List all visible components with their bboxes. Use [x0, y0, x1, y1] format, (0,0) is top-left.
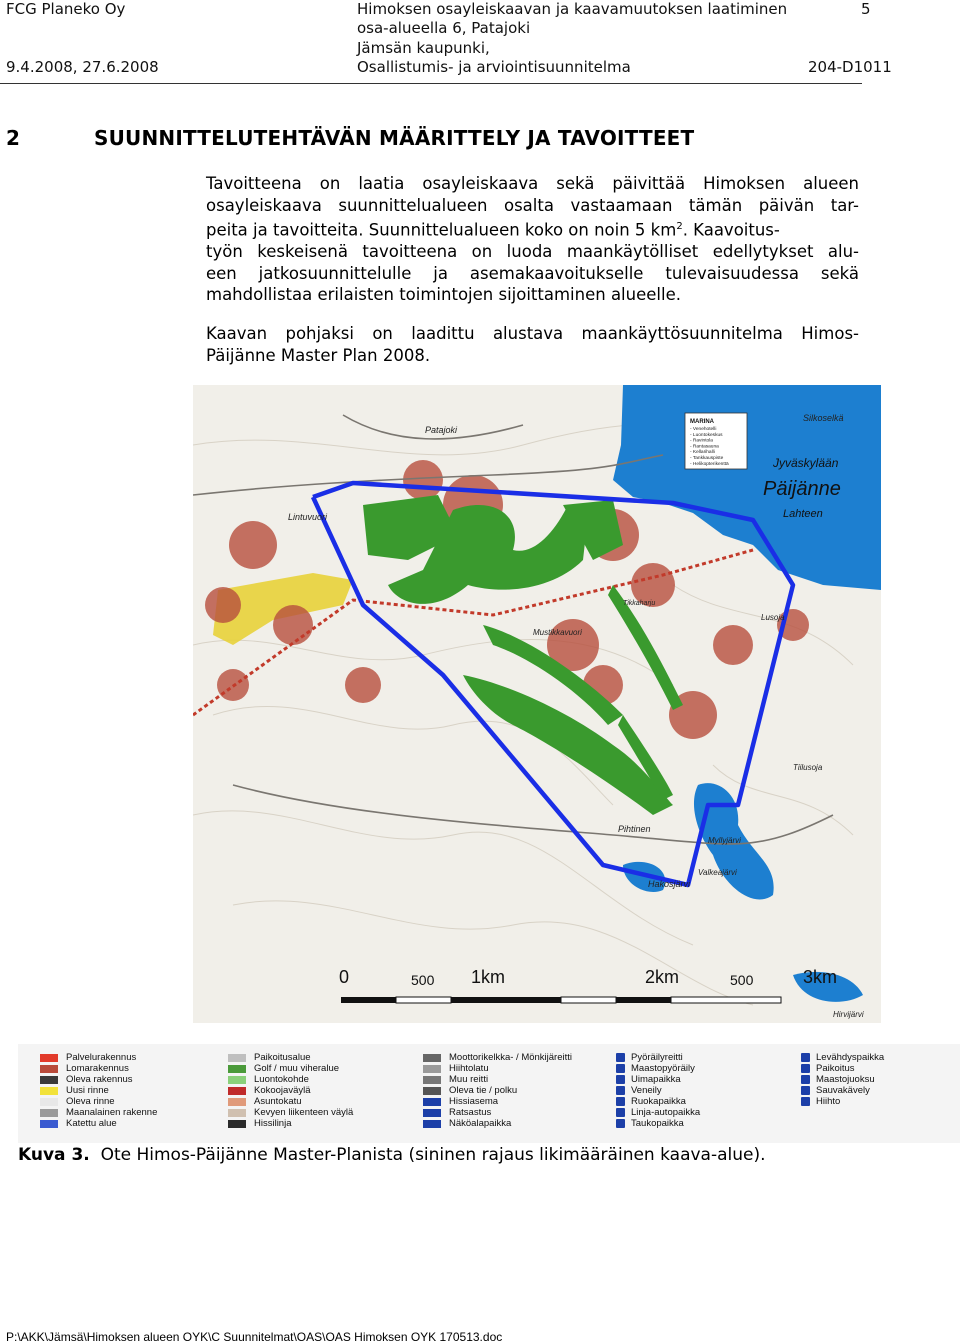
legend-symbol-icon — [801, 1053, 810, 1062]
legend-item — [40, 1063, 157, 1074]
legend-label: Paikoitusalue — [254, 1052, 311, 1063]
master-plan-map — [193, 385, 881, 1023]
legend-label: Oleva tie / polku — [449, 1085, 518, 1096]
header-rule — [0, 83, 862, 84]
marina-item: - Rantasauna — [690, 444, 719, 450]
legend-item — [616, 1063, 700, 1074]
scale-0: 0 — [339, 967, 350, 987]
map-legend — [18, 1044, 960, 1143]
legend-item — [40, 1118, 157, 1129]
legend-symbol-icon — [616, 1086, 625, 1095]
text-segment: peita ja tavoitteita. Suunnittelualueen koko on noin 5 km — [206, 220, 677, 240]
marina-item: - Venehotelli — [690, 427, 717, 432]
legend-col4 — [616, 1052, 700, 1129]
legend-symbol-icon — [616, 1053, 625, 1062]
header-title-line1: Himoksen osayleiskaavan ja kaavamuutoksen laatiminen — [357, 0, 788, 18]
legend-swatch — [40, 1065, 58, 1073]
legend-symbol-icon — [801, 1064, 810, 1073]
legend-label: Paikoitus — [816, 1063, 855, 1074]
legend-swatch — [40, 1054, 58, 1062]
legend-label: Oleva rinne — [66, 1096, 115, 1107]
legend-symbol-icon — [616, 1108, 625, 1117]
marina-title: MARINA — [690, 419, 714, 425]
legend-item — [423, 1063, 572, 1074]
legend-label: Palvelurakennus — [66, 1052, 137, 1063]
caption-text: Ote Himos-Päijänne Master-Planista (sininen rajaus likimääräinen kaava-alue). — [100, 1145, 766, 1165]
marina-item: - Kellarihalli — [690, 450, 715, 456]
legend-item — [40, 1052, 157, 1063]
label-jyvaskylaan: Jyväskylään — [773, 456, 839, 470]
legend-item — [228, 1118, 353, 1129]
paragraph-objectives — [206, 173, 859, 306]
legend-swatch — [228, 1120, 246, 1128]
legend-swatch — [423, 1120, 441, 1128]
legend-symbol-icon — [616, 1075, 625, 1084]
legend-item — [40, 1085, 157, 1096]
legend-swatch — [40, 1076, 58, 1084]
legend-label: Maastopyöräily — [631, 1063, 695, 1074]
label-tikkaharju: Tikkaharju — [623, 600, 656, 607]
label-pihtinen: Pihtinen — [618, 824, 651, 834]
legend-item — [616, 1118, 700, 1129]
text-line — [206, 216, 859, 241]
legend-label: Levähdyspaikka — [816, 1052, 885, 1063]
label-silkoselka: Silkoselkä — [803, 413, 844, 423]
legend-swatch — [228, 1065, 246, 1073]
legend-item — [228, 1085, 353, 1096]
text-line: työn keskeisenä tavoitteena on luoda maankäytölliset edellytykset alu- — [206, 242, 859, 261]
legend-col5 — [801, 1052, 884, 1107]
legend-item — [40, 1107, 157, 1118]
scale-3km: 3km — [803, 967, 838, 987]
legend-swatch — [423, 1109, 441, 1117]
text-segment: . Kaavoitus- — [682, 220, 780, 240]
label-hirvijarvi: Hirvijärvi — [833, 1010, 864, 1019]
header-title-line2: osa-alueella 6, Patajoki — [357, 19, 531, 37]
legend-swatch — [228, 1054, 246, 1062]
legend-label: Lomarakennus — [66, 1063, 129, 1074]
legend-item — [801, 1052, 884, 1063]
legend-item — [423, 1118, 572, 1129]
marina-box — [685, 413, 747, 469]
legend-label: Golf / muu viheralue — [254, 1063, 340, 1074]
legend-item — [423, 1074, 572, 1085]
legend-item — [40, 1074, 157, 1085]
legend-symbol-icon — [801, 1097, 810, 1106]
legend-item — [228, 1107, 353, 1118]
legend-swatch — [228, 1109, 246, 1117]
legend-label: Kokoojaväylä — [254, 1085, 311, 1096]
legend-label: Luontokohde — [254, 1074, 309, 1085]
legend-item — [423, 1107, 572, 1118]
legend-swatch — [40, 1087, 58, 1095]
scale-500b: 500 — [730, 972, 754, 988]
legend-label: Sauvakävely — [816, 1085, 870, 1096]
legend-label: Oleva rakennus — [66, 1074, 133, 1085]
footer-file-path: P:\AKK\Jämsä\Himoksen alueen OYK\C Suunnitelmat\OAS\OAS Himoksen OYK 170513.doc — [6, 1330, 503, 1344]
text-line: een jatkosuunnittelulle ja asemakaavoitukselle tulevaisuudessa sekä — [206, 263, 859, 283]
text-line: Kaavan pohjaksi on laadittu alustava maankäyttösuunnitelma Himos- — [206, 324, 859, 343]
legend-item — [228, 1063, 353, 1074]
legend-item — [801, 1096, 884, 1107]
label-lahteen: Lahteen — [783, 508, 823, 520]
legend-item — [616, 1052, 700, 1063]
legend-item — [801, 1063, 884, 1074]
legend-label: Veneily — [631, 1085, 662, 1096]
header-company: FCG Planeko Oy — [6, 0, 126, 18]
legend-symbol-icon — [616, 1064, 625, 1073]
legend-swatch — [40, 1098, 58, 1106]
legend-label: Linja-autopaikka — [631, 1107, 701, 1118]
header-dates: 9.4.2008, 27.6.2008 — [6, 58, 159, 76]
legend-item — [40, 1096, 157, 1107]
legend-swatch — [423, 1054, 441, 1062]
text-line: mahdollistaa erilaisten toimintojen sijoittaminen alueelle. — [206, 285, 681, 304]
legend-label: Maanalainen rakenne — [66, 1107, 158, 1118]
legend-label: Muu reitti — [449, 1074, 489, 1085]
label-valkeajarvi: Valkeajärvi — [698, 868, 737, 877]
legend-item — [228, 1052, 353, 1063]
legend-item — [616, 1107, 700, 1118]
legend-label: Asuntokatu — [254, 1096, 302, 1107]
marina-item: - Tankkauspiste — [690, 456, 724, 461]
legend-swatch — [40, 1120, 58, 1128]
figure-caption — [18, 1145, 766, 1165]
legend-item — [801, 1074, 884, 1085]
legend-item — [423, 1096, 572, 1107]
legend-item — [423, 1052, 572, 1063]
marina-item: - Ravintola — [690, 438, 713, 444]
legend-label: Maastojuoksu — [816, 1074, 875, 1085]
legend-label: Ratsastus — [449, 1107, 492, 1118]
legend-label: Hiihtolatu — [449, 1063, 489, 1074]
legend-item — [228, 1096, 353, 1107]
scale-1km: 1km — [471, 967, 506, 987]
legend-swatch — [423, 1087, 441, 1095]
legend-item — [423, 1085, 572, 1096]
label-lusoja: Lusoja — [761, 613, 785, 622]
legend-swatch — [423, 1065, 441, 1073]
legend-swatch — [423, 1098, 441, 1106]
legend-label: Pyöräilyreitti — [631, 1052, 683, 1063]
paragraph-basis — [206, 323, 859, 366]
label-paijanne: Päijänne — [763, 478, 841, 500]
doc-code: 204-D1011 — [808, 58, 892, 76]
legend-label: Moottorikelkka- / Mönkijäreitti — [449, 1052, 573, 1063]
legend-item — [228, 1074, 353, 1085]
legend-label: Hissilinja — [254, 1118, 292, 1129]
legend-label: Hiihto — [816, 1096, 841, 1107]
section-title: SUUNNITTELUTEHTÄVÄN MÄÄRITTELY JA TAVOITTEET — [94, 126, 695, 150]
scale-2km: 2km — [645, 967, 680, 987]
legend-swatch — [228, 1076, 246, 1084]
label-myllyjarvi: Myllyjärvi — [708, 836, 741, 845]
legend-symbol-icon — [801, 1086, 810, 1095]
legend-item — [616, 1096, 700, 1107]
legend-symbol-icon — [616, 1119, 625, 1128]
legend-col1 — [40, 1052, 157, 1129]
legend-label: Näköalapaikka — [449, 1118, 512, 1129]
legend-label: Hissiasema — [449, 1096, 499, 1107]
legend-label: Taukopaikka — [631, 1118, 684, 1129]
legend-label: Uusi rinne — [66, 1085, 109, 1096]
superscript: 2 — [676, 221, 683, 232]
legend-col3 — [423, 1052, 572, 1129]
text-line: osayleiskaava suunnittelualueen osalta vastaamaan tämän päivän tar- — [206, 195, 859, 215]
label-mustikkavuori: Mustikkavuori — [533, 628, 582, 637]
legend-item — [616, 1074, 700, 1085]
label-patajoki: Patajoki — [425, 425, 458, 435]
legend-col2 — [228, 1052, 353, 1129]
legend-swatch — [423, 1076, 441, 1084]
legend-swatch — [228, 1098, 246, 1106]
text-line: Päijänne Master Plan 2008. — [206, 345, 431, 365]
marina-item: - Helikopterikenttä — [690, 461, 729, 467]
legend-label: Ruokapaikka — [631, 1096, 686, 1107]
legend-symbol-icon — [801, 1075, 810, 1084]
legend-item — [801, 1085, 884, 1096]
legend-label: Katettu alue — [66, 1118, 117, 1129]
section-number: 2 — [6, 126, 20, 150]
label-lintuvuori: Lintuvuori — [288, 512, 328, 522]
label-hakosjarvi: Hakosjärvi — [648, 879, 691, 889]
legend-swatch — [40, 1109, 58, 1117]
legend-symbol-icon — [616, 1097, 625, 1106]
page-number: 5 — [861, 0, 871, 18]
legend-label: Kevyen liikenteen väylä — [254, 1107, 354, 1118]
scale-500a: 500 — [411, 972, 435, 988]
legend-item — [616, 1085, 700, 1096]
marina-item: - Luontokeskus — [690, 432, 723, 438]
caption-label: Kuva 3. — [18, 1145, 90, 1165]
legend-label: Uimapaikka — [631, 1074, 681, 1085]
text-line: Tavoitteena on laatia osayleiskaava sekä päivittää Himoksen alueen — [206, 174, 859, 193]
legend-swatch — [228, 1087, 246, 1095]
label-tiilusoja: Tiilusoja — [793, 763, 823, 772]
header-title-line3: Jämsän kaupunki, — [357, 39, 490, 57]
header-title-line4: Osallistumis- ja arviointisuunnitelma — [357, 58, 631, 76]
